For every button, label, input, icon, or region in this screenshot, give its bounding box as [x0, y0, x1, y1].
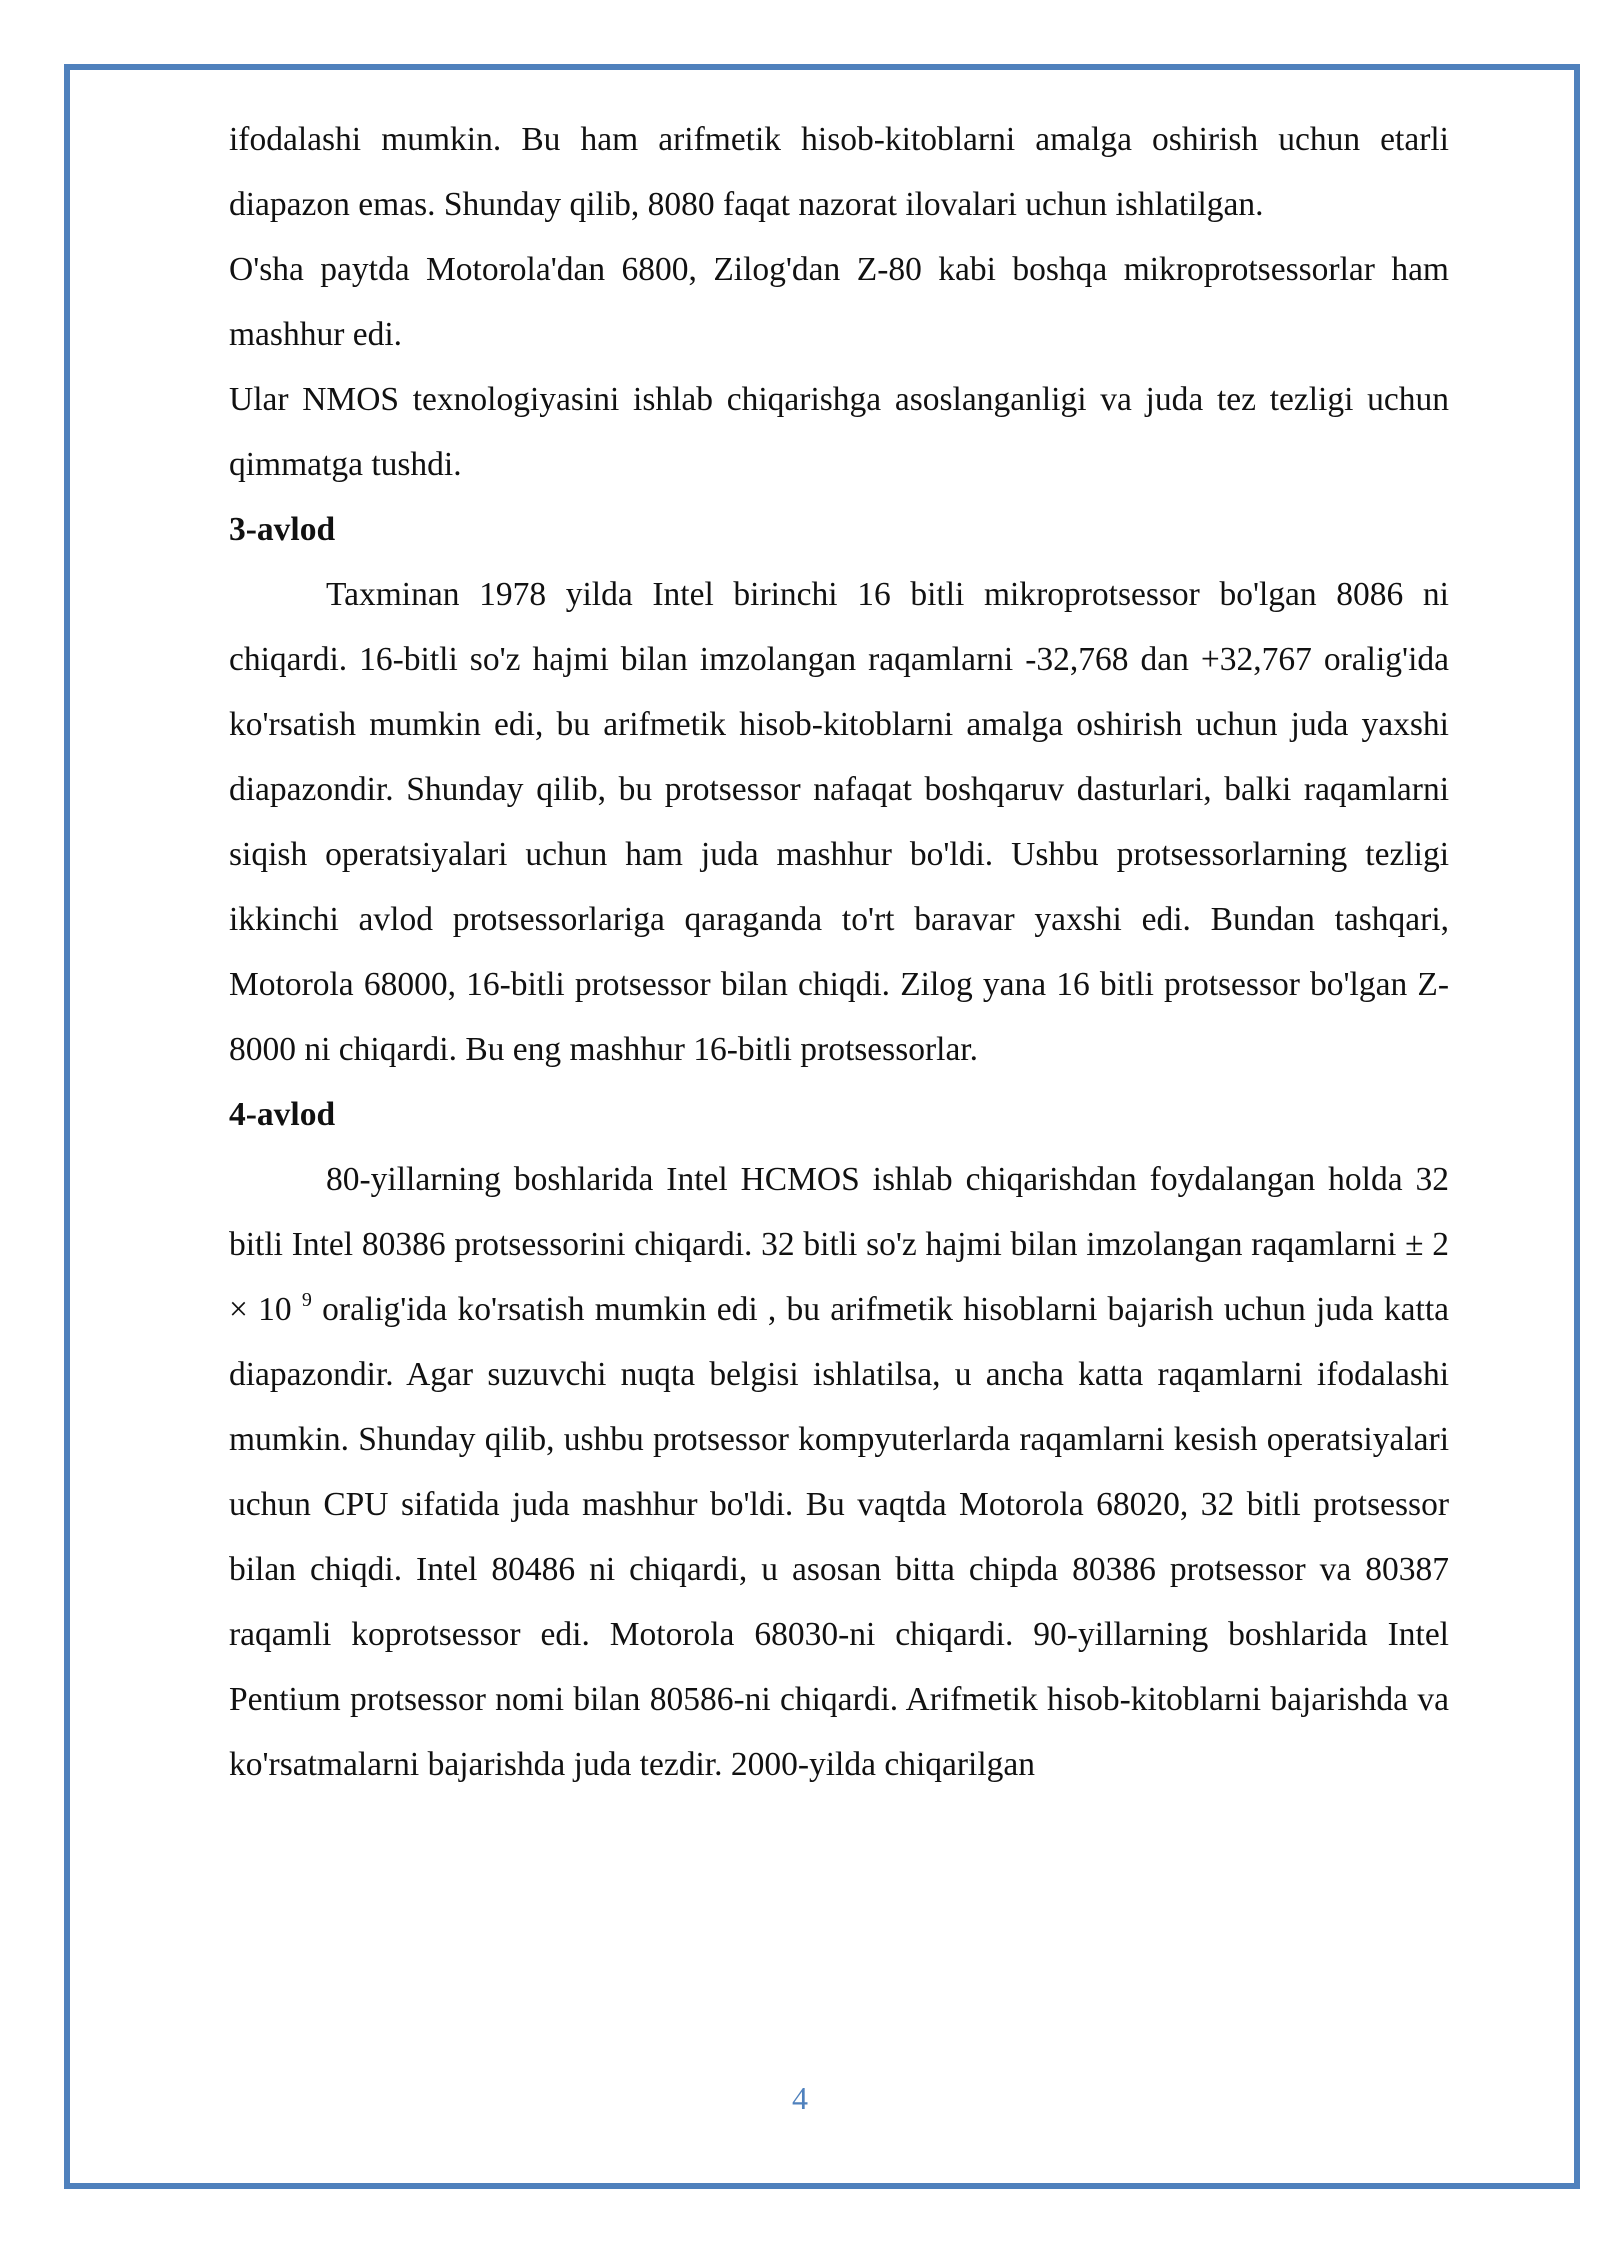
- paragraph-4-avlod-part1: 80-yillarning boshlarida Intel HCMOS ishlab chiqarishdan foydalangan holda 32 bitli Intel 80386 protsessorini chiqardi. 32 bitli so'z hajmi bilan imzolangan raqamlarni ± 2 × 10: [229, 1161, 1449, 1328]
- paragraph-4-avlod-part2: oralig'ida ko'rsatish mumkin edi , bu arifmetik hisoblarni bajarish uchun juda katta diapazondir. Agar suzuvchi nuqta belgisi ishlatilsa, u ancha katta raqamlarni ifodalashi mumkin. Shunday qilib, ushbu protsessor kompyuterlarda raqamlarni kesish operatsiyalari uchun CPU sifatida juda mashhur bo'ldi. Bu vaqtda Motorola 68020, 32 bitli protsessor bilan chiqdi. Intel 80486 ni chiqardi, u asosan bitta chipda 80386 protsessor va 80387 raqamli koprotsessor edi. Motorola 68030-ni chiqardi. 90-yillarning boshlarida Intel Pentium protsessor nomi bilan 80586-ni chiqardi. Arifmetik hisob-kitoblarni bajarishda va ko'rsatmalarni bajarishda juda tezdir. 2000-yilda chiqarilgan: [229, 1291, 1449, 1783]
- paragraph-4-avlod: [229, 1147, 1449, 1797]
- paragraph-motorola-zilog: O'sha paytda Motorola'dan 6800, Zilog'dan Z-80 kabi boshqa mikroprotsessorlar ham mashhur edi.: [229, 251, 1449, 353]
- paragraph-nmos: Ular NMOS texnologiyasini ishlab chiqarishga asoslanganligi va juda tez tezligi uchun qimmatga tushdi.: [229, 381, 1449, 483]
- page-number: 4: [792, 2080, 808, 2116]
- paragraph-continuation: ifodalashi mumkin. Bu ham arifmetik hisob-kitoblarni amalga oshirish uchun etarli diapazon emas. Shunday qilib, 8080 faqat nazorat ilovalari uchun ishlatilgan.: [229, 121, 1449, 223]
- heading-4-avlod: 4-avlod: [229, 1096, 336, 1133]
- exponent-superscript: 9: [301, 1289, 312, 1311]
- heading-3-avlod: 3-avlod: [229, 511, 336, 548]
- document-body: [229, 107, 1449, 1797]
- paragraph-3-avlod: Taxminan 1978 yilda Intel birinchi 16 bitli mikroprotsessor bo'lgan 8086 ni chiqardi. 16-bitli so'z hajmi bilan imzolangan raqamlarni -32,768 dan +32,767 oralig'ida ko'rsatish mumkin edi, bu arifmetik hisob-kitoblarni amalga oshirish uchun juda yaxshi diapazondir. Shunday qilib, bu protsessor nafaqat boshqaruv dasturlari, balki raqamlarni siqish operatsiyalari uchun ham juda mashhur bo'ldi. Ushbu protsessorlarning tezligi ikkinchi avlod protsessorlariga qaraganda to'rt baravar yaxshi edi. Bundan tashqari, Motorola 68000, 16-bitli protsessor bilan chiqdi. Zilog yana 16 bitli protsessor bo'lgan Z-8000 ni chiqardi. Bu eng mashhur 16-bitli protsessorlar.: [229, 576, 1449, 1068]
